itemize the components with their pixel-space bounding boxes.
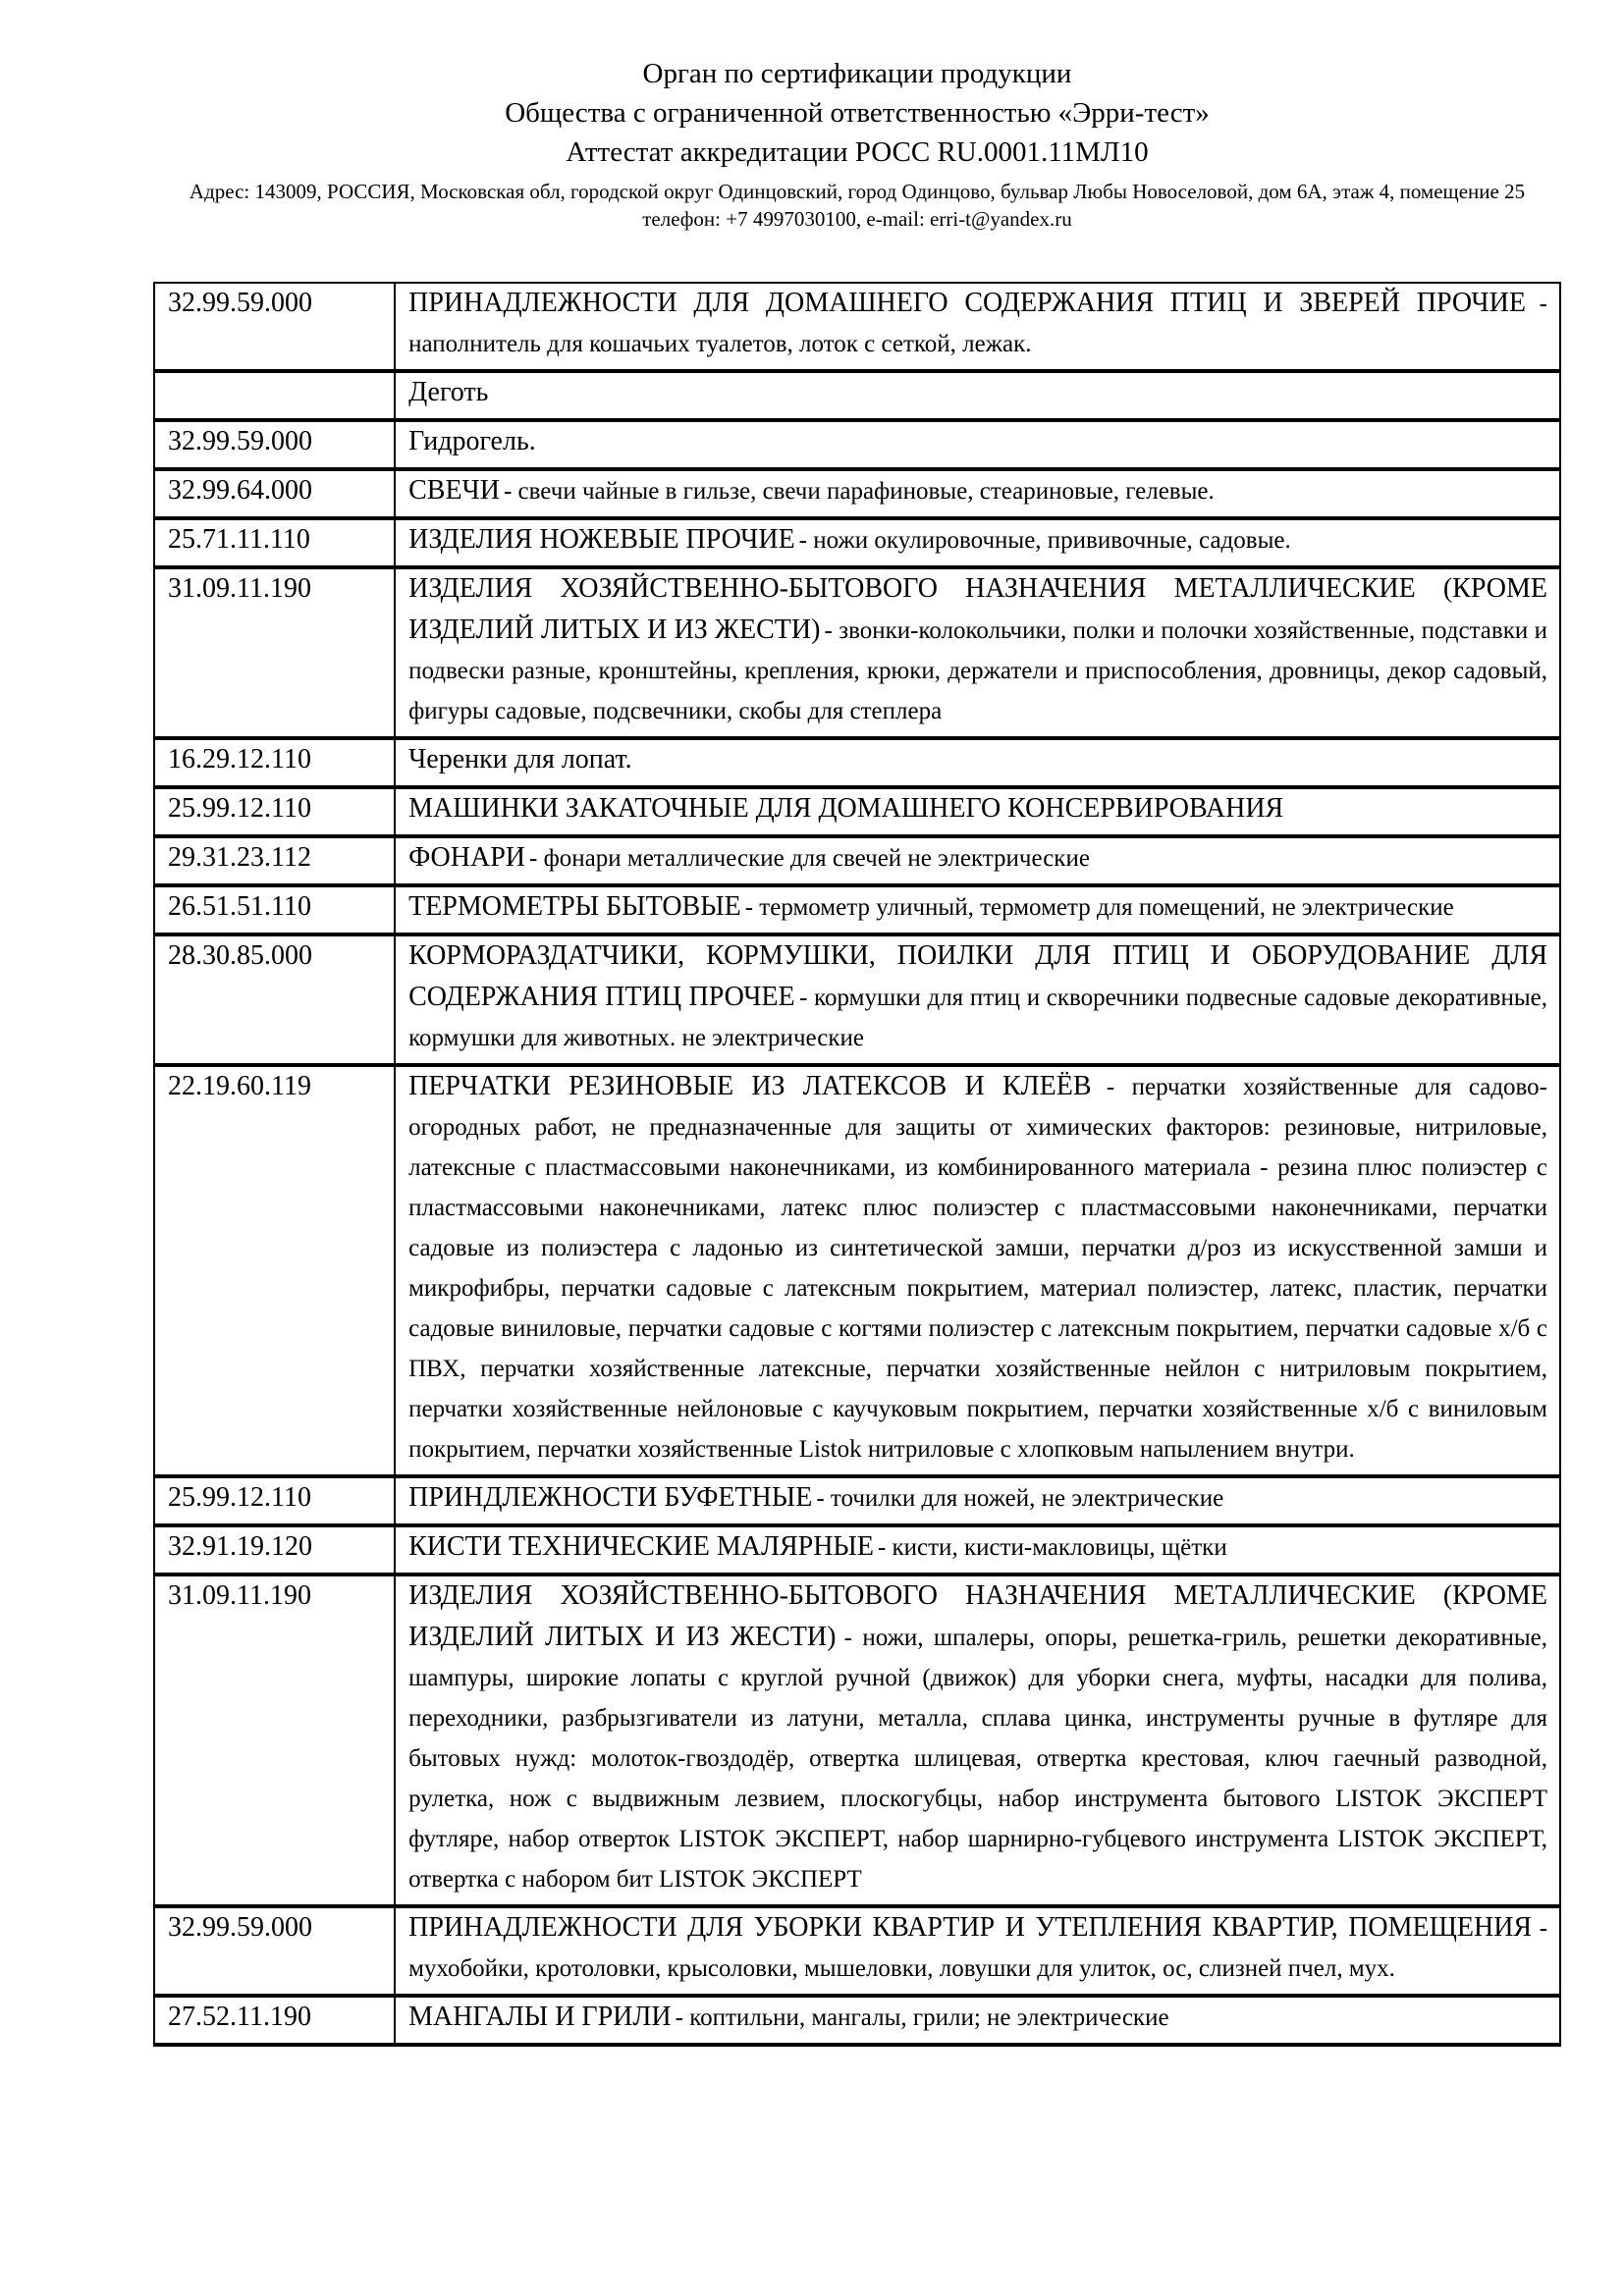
table-row xyxy=(154,787,1560,836)
product-description-cell xyxy=(395,283,1560,371)
product-code-cell: 29.31.23.112 xyxy=(154,836,395,885)
table-row xyxy=(154,1575,1560,1906)
product-description-cell xyxy=(395,420,1560,469)
product-group-title: МАШИНКИ ЗАКАТОЧНЫЕ ДЛЯ ДОМАШНЕГО КОНСЕРВИРОВАНИЯ xyxy=(408,793,1284,824)
product-code-cell: 32.99.64.000 xyxy=(154,469,395,518)
product-group-title: ПРИНДЛЕЖНОСТИ БУФЕТНЫЕ xyxy=(408,1482,813,1513)
product-description-cell xyxy=(395,1476,1560,1525)
product-group-title: ПРИНАДЛЕЖНОСТИ ДЛЯ ДОМАШНЕГО СОДЕРЖАНИЯ ПТИЦ И ЗВЕРЕЙ ПРОЧИЕ xyxy=(408,288,1526,318)
org-contact: телефон: +7 4997030100, e-mail: erri-t@yandex.ru xyxy=(642,207,1072,231)
table-row xyxy=(154,1996,1560,2045)
product-code-cell: 31.09.11.190 xyxy=(154,1575,395,1906)
product-description-cell xyxy=(395,787,1560,836)
org-name-line: Общества с ограниченной ответственностью «Эрри-тест» xyxy=(505,97,1210,129)
product-code-cell: 25.99.12.110 xyxy=(154,1476,395,1525)
product-description-cell xyxy=(395,1065,1560,1476)
product-code-cell: 16.29.12.110 xyxy=(154,738,395,787)
table-row xyxy=(154,371,1560,420)
product-description: - перчатки хозяйственные для садово-огородных работ, не предназначенные для защиты от химических факторов: резиновые, нитриловые, латексные с пластмассовыми наконечниками, из комбинированного материала - резина плюс полиэстер с пластмассовыми наконечниками, латекс плюс полиэстер с пластмассовыми наконечниками, перчатки садовые из полиэстера с ладонью из синтетической замши, перчатки д/роз из искусственной замши и микрофибры, перчатки садовые с латексным покрытием, материал полиэстер, латекс, пластик, перчатки садовые виниловые, перчатки садовые с когтями полиэстер с латексным покрытием, перчатки садовые х/б с ПВХ, перчатки хозяйственные латексные, перчатки хозяйственные нейлон с нитриловым покрытием, перчатки хозяйственные нейлоновые с каучуковым покрытием, перчатки хозяйственные х/б с виниловым покрытием, перчатки хозяйственные Listok нитриловые с хлопковым напылением внутри. xyxy=(408,1074,1548,1463)
product-description-cell xyxy=(395,1996,1560,2045)
table-row xyxy=(154,738,1560,787)
product-group-title: Гидрогель. xyxy=(408,426,536,456)
product-group-title: Черенки для лопат. xyxy=(408,744,632,774)
product-description-cell xyxy=(395,1525,1560,1575)
product-description: - ножи, шпалеры, опоры, решетка-гриль, решетки декоративные, шампуры, широкие лопаты с круглой ручной (движок) для уборки снега, муфты, насадки для полива, переходники, разбрызгиватели из латуни, металла, сплава цинка, инструменты ручные в футляре для бытовых нужд: молоток-гвоздодёр, отвертка шлицевая, отвертка крестовая, ключ гаечный разводной, рулетка, нож с выдвижным лезвием, плоскогубцы, набор инструмента бытового LISTOK ЭКСПЕРТ футляре, набор отверток LISTOK ЭКСПЕРТ, набор шарнирно-губцевого инструмента LISTOK ЭКСПЕРТ, отвертка с набором бит LISTOK ЭКСПЕРТ xyxy=(408,1625,1547,1893)
table-row xyxy=(154,836,1560,885)
product-code-cell: 26.51.51.110 xyxy=(154,885,395,934)
org-type-line: Орган по сертификации продукции xyxy=(642,58,1072,89)
product-description-cell xyxy=(395,885,1560,934)
product-description-cell xyxy=(395,469,1560,518)
product-group-title: МАНГАЛЫ И ГРИЛИ xyxy=(408,2002,672,2032)
product-description: - коптильни, мангалы, грили; не электрические xyxy=(675,2004,1169,2031)
product-group-title: ПЕРЧАТКИ РЕЗИНОВЫЕ ИЗ ЛАТЕКСОВ И КЛЕЁВ xyxy=(408,1071,1092,1101)
product-code-cell: 32.99.59.000 xyxy=(154,283,395,371)
product-code-cell: 22.19.60.119 xyxy=(154,1065,395,1476)
table-row xyxy=(154,934,1560,1065)
product-codes-table xyxy=(153,282,1561,2047)
product-code-cell: 31.09.11.190 xyxy=(154,567,395,738)
table-row xyxy=(154,420,1560,469)
product-group-title: Деготь xyxy=(408,377,489,407)
product-group-title: ИЗДЕЛИЯ ХОЗЯЙСТВЕННО-БЫТОВОГО НАЗНАЧЕНИЯ МЕТАЛЛИЧЕСКИЕ (КРОМЕ ИЗДЕЛИЙ ЛИТЫХ И ИЗ ЖЕСТИ) xyxy=(408,1580,1547,1652)
product-description: - фонари металлические для свечей не электрические xyxy=(529,845,1090,872)
product-code-cell: 32.99.59.000 xyxy=(154,420,395,469)
product-description: - наполнитель для кошачьих туалетов, лоток с сеткой, лежак. xyxy=(408,291,1547,357)
table-row xyxy=(154,518,1560,567)
product-group-title: ИЗДЕЛИЯ НОЖЕВЫЕ ПРОЧИЕ xyxy=(408,524,795,555)
product-code-cell: 25.99.12.110 xyxy=(154,787,395,836)
product-description: - кисти, кисти-макловицы, щётки xyxy=(877,1534,1227,1561)
product-code-cell: 25.71.11.110 xyxy=(154,518,395,567)
product-description-cell xyxy=(395,738,1560,787)
product-description-cell xyxy=(395,836,1560,885)
product-group-title: КИСТИ ТЕХНИЧЕСКИЕ МАЛЯРНЫЕ xyxy=(408,1531,874,1562)
product-code-cell: 28.30.85.000 xyxy=(154,934,395,1065)
product-code-cell: 27.52.11.190 xyxy=(154,1996,395,2045)
product-code-cell: 32.99.59.000 xyxy=(154,1906,395,1996)
table-row xyxy=(154,1065,1560,1476)
product-group-title: ТЕРМОМЕТРЫ БЫТОВЫЕ xyxy=(408,891,741,922)
accreditation-line: Аттестат аккредитации РОСС RU.0001.11МЛ10 xyxy=(566,136,1149,168)
org-header xyxy=(153,54,1561,233)
table-row xyxy=(154,1525,1560,1575)
table-row xyxy=(154,885,1560,934)
product-description: - точилки для ножей, не электрические xyxy=(816,1485,1224,1512)
product-description: - ножи окулировочные, прививочные, садовые. xyxy=(798,527,1291,554)
product-description-cell xyxy=(395,371,1560,420)
table-row xyxy=(154,1906,1560,1996)
product-description-cell xyxy=(395,518,1560,567)
product-code-cell xyxy=(154,371,395,420)
table-body xyxy=(154,283,1560,2045)
product-description-cell xyxy=(395,1575,1560,1906)
product-group-title: ИЗДЕЛИЯ ХОЗЯЙСТВЕННО-БЫТОВОГО НАЗНАЧЕНИЯ МЕТАЛЛИЧЕСКИЕ (КРОМЕ ИЗДЕЛИЙ ЛИТЫХ И ИЗ ЖЕСТИ) xyxy=(408,573,1547,645)
product-description-cell xyxy=(395,1906,1560,1996)
product-description: - кормушки для птиц и скворечники подвесные садовые декоративные, кормушки для животных. не электрические xyxy=(408,985,1548,1051)
product-description: - термометр уличный, термометр для помещений, не электрические xyxy=(744,894,1454,921)
product-group-title: СВЕЧИ xyxy=(408,475,500,506)
product-group-title: КОРМОРАЗДАТЧИКИ, КОРМУШКИ, ПОИЛКИ ДЛЯ ПТИЦ И ОБОРУДОВАНИЕ ДЛЯ СОДЕРЖАНИЯ ПТИЦ ПРОЧЕЕ xyxy=(408,940,1547,1012)
product-description-cell xyxy=(395,934,1560,1065)
org-address: Адрес: 143009, РОССИЯ, Московская обл, городской округ Одинцовский, город Одинцово, бульвар Любы Новоселовой, дом 6А, этаж 4, помещение 25 xyxy=(189,180,1526,203)
table-row xyxy=(154,469,1560,518)
product-code-cell: 32.91.19.120 xyxy=(154,1525,395,1575)
product-description: - звонки-колокольчики, полки и полочки хозяйственные, подставки и подвески разные, кронштейны, крепления, крюки, держатели и приспособления, дровницы, декор садовый, фигуры садовые, подсвечники, скобы для степлера xyxy=(408,617,1547,724)
product-description: - мухобойки, кротоловки, крысоловки, мышеловки, ловушки для улиток, ос, слизней пчел, мух. xyxy=(408,1915,1548,1982)
product-group-title: ФОНАРИ xyxy=(408,842,526,873)
table-row xyxy=(154,567,1560,738)
product-group-title: ПРИНАДЛЕЖНОСТИ ДЛЯ УБОРКИ КВАРТИР И УТЕПЛЕНИЯ КВАРТИР, ПОМЕЩЕНИЯ xyxy=(408,1912,1533,1943)
table-row xyxy=(154,1476,1560,1525)
table-row xyxy=(154,283,1560,371)
product-description-cell xyxy=(395,567,1560,738)
product-description: - свечи чайные в гильзе, свечи парафиновые, стеариновые, гелевые. xyxy=(503,478,1215,505)
